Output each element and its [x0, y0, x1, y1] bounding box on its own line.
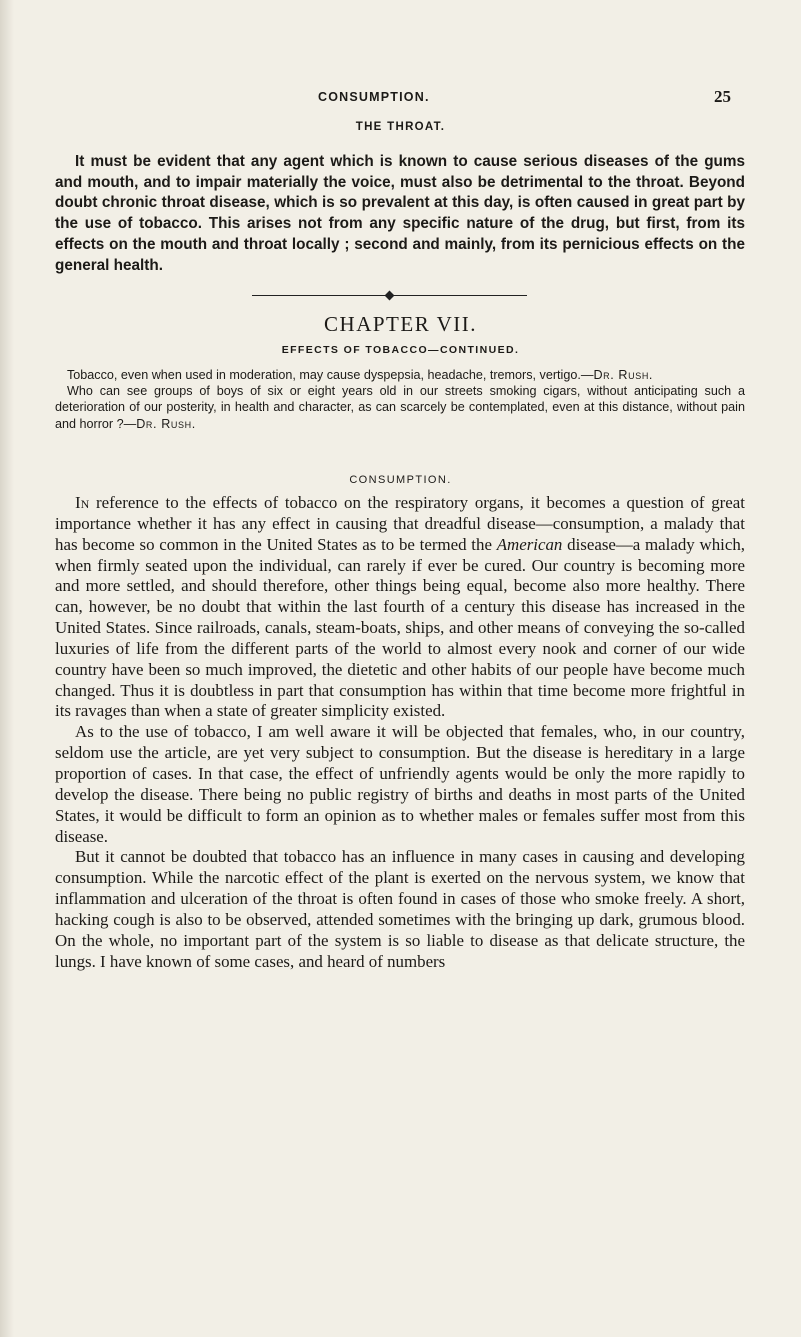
page-number: 25 — [714, 87, 731, 106]
running-head: CONSUMPTION. — [318, 90, 430, 104]
body-text — [55, 493, 745, 972]
page-header — [60, 87, 731, 110]
epigraph-1-text: Tobacco, even when used in moderation, may cause dyspepsia, headache, tremors, vertigo.— — [67, 368, 594, 382]
body-paragraph-3: But it cannot be doubted that tobacco has an influence in many cases in causing and developing consumption. While the narcotic effect of the plant is exerted on the nervous system, we know that inflammation and ulceration of the throat is often found in cases of those who smoke freely. A short, hacking cough is also to be observed, attended sometimes with the bringing up dark, grumous blood. On the whole, no important part of the system is so liable to disease as that delicate structure, the lungs. I have known of some cases, and heard of numbers — [55, 847, 745, 971]
paragraph-1-text-b: disease—a malady which, when firmly seated upon the individual, can rarely if ever be cured. Our country is becoming more and more settled, and should therefore, other things being equal, become also more healthy. There can, however, be no doubt that within the last fourth of a century this disease has increased in the United States. Since railroads, canals, steam-boats, ships, and other means of conveying the so-called luxuries of life from the different parts of the world to almost every nook and corner of our wide country have been so much improved, the dietetic and other habits of our people have become much changed. Thus it is doubtless in part that consumption has within that time become more frightful in its ravages than when a state of greater simplicity existed. — [55, 534, 746, 721]
throat-section-text — [55, 152, 745, 276]
epigraph-2-text: Who can see groups of boys of six or eight years old in our streets smoking cigars, without anticipating such a deterioration of our posterity, in health and character, as can scarcely be contemplated, even at this distance, without pain and horror ?— — [55, 384, 745, 431]
paragraph-1-text-a: reference to the effects of tobacco on the respiratory organs, it becomes a question of great importance whether it has any effect in causing that dreadful disease—consumption, a malady that has become so common in the United States as to be termed the — [55, 493, 745, 554]
section-heading: THE THROAT. — [355, 121, 446, 133]
paragraph-lead-word: In — [75, 493, 90, 512]
page-binding-shadow — [0, 0, 14, 1337]
epigraph-2-author: Dr. Rush. — [136, 416, 196, 431]
chapter-epigraphs — [55, 367, 745, 432]
epigraph-1-author: Dr. Rush. — [593, 368, 654, 382]
divider-ornament-icon — [385, 291, 395, 301]
throat-paragraph: It must be evident that any agent which is known to cause serious diseases of the gums and mouth, and to impair materially the voice, must also be detrimental to the throat. Beyond doubt chronic throat disease, which is so prevalent at this day, is often caused in great part by the use of tobacco. This arises not from any specific nature of the drug, but first, from its effects on the mouth and throat locally ; second and mainly, from its pernicious effects on the general health. — [55, 153, 745, 274]
body-paragraph-2: As to the use of tobacco, I am well aware it will be objected that females, who, in our country, seldom use the article, are yet very subject to consumption. But the disease is hereditary in a large proportion of cases. In that case, the effect of unfriendly agents would be only the more rapidly to develop the disease. There being no public registry of births and deaths in most parts of the United States, it would be difficult to form an opinion as to whether males or females suffer most from this disease. — [55, 722, 745, 846]
consumption-subheading: CONSUMPTION. — [349, 474, 452, 486]
body-paragraph-1 — [55, 493, 745, 722]
epigraph-1 — [55, 367, 745, 383]
epigraph-2 — [55, 383, 745, 432]
chapter-title: CHAPTER VII. — [324, 312, 477, 336]
chapter-subtitle: EFFECTS OF TOBACCO—CONTINUED. — [281, 344, 520, 356]
emphasis-american: American — [496, 534, 563, 554]
